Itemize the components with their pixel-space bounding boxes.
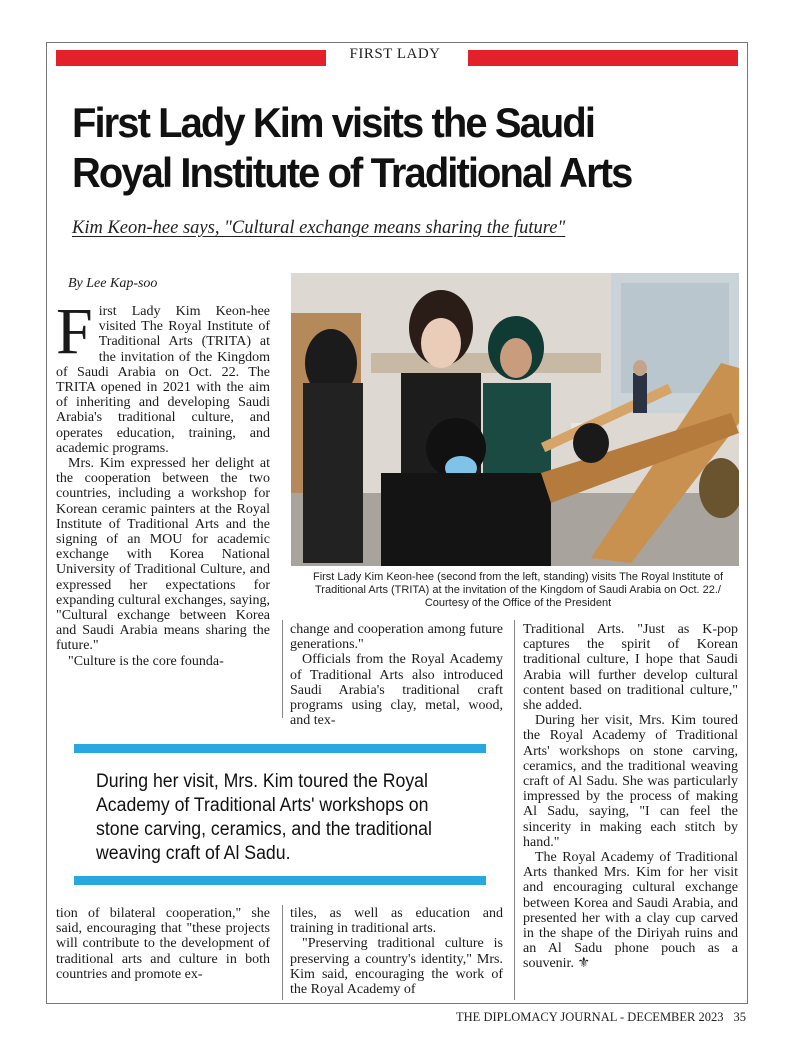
column-rule: [282, 620, 283, 718]
column-rule: [282, 905, 283, 1000]
paragraph: tiles, as well as education and training in traditional arts.: [290, 906, 503, 937]
pullquote-bar-bottom: [74, 876, 486, 885]
column-2-bottom: [290, 906, 503, 997]
end-mark-icon: ⚜: [577, 956, 591, 972]
paragraph: Officials from the Royal Academy of Traditional Arts also introduced Saudi Arabia's traditional craft programs using clay, metal, wood, and tex-: [290, 652, 503, 729]
journal-name: THE DIPLOMACY JOURNAL - DECEMBER 2023: [456, 1010, 724, 1024]
column-1-top: [56, 295, 270, 669]
photo-caption: First Lady Kim Keon-hee (second from the left, standing) visits The Royal Institute of Traditional Arts (TRITA) at the invitation of the Kingdom of Saudi Arabia on Oct. 22./ Courtesy of the Office of the President: [312, 571, 724, 609]
section-bar-left: [56, 50, 326, 66]
paragraph: [523, 850, 738, 972]
section-label: FIRST LADY: [330, 46, 460, 63]
section-bar-right: [468, 50, 738, 66]
paragraph: "Preserving traditional culture is preserving a country's identity," Mrs. Kim said, encouraging the work of the Royal Academy of: [290, 936, 503, 998]
paragraph: Mrs. Kim expressed her delight at the cooperation between the two countries, including a workshop for Korean ceramic painters at the Royal Institute of Traditional Arts and the signing of an MOU for academic exchange with Korea National University of Traditional Culture, and expressed her expectations for expanding cultural exchanges, saying, "Cultural exchange between Korea and Saudi Arabia means sharing the future.": [56, 456, 270, 654]
headline: First Lady Kim visits the Saudi Royal Institute of Traditional Arts: [72, 99, 632, 196]
subhead: Kim Keon-hee says, "Cultural exchange means sharing the future": [72, 218, 566, 238]
pullquote-bar-top: [74, 744, 486, 753]
paragraph: change and cooperation among future generations.": [290, 622, 503, 653]
paragraph: tion of bilateral cooperation," she said, encouraging that "these projects will contribute to the development of traditional arts and culture in both countries and promote ex-: [56, 906, 270, 982]
column-rule: [514, 620, 515, 1000]
paragraph: Traditional Arts. "Just as K-pop captures the spirit of Korean traditional culture, I hope that Saudi Arabia will further develop cultural content based on traditional culture," she added.: [523, 622, 738, 714]
pullquote: During her visit, Mrs. Kim toured the Royal Academy of Traditional Arts' workshops on stone carving, ceramics, and the traditional weaving craft of Al Sadu.: [96, 771, 432, 864]
column-3: [523, 622, 738, 972]
page-footer: [456, 1010, 746, 1025]
column-1-bottom: [56, 906, 270, 982]
paragraph: "Culture is the core founda-: [68, 653, 224, 669]
photo-illustration: [291, 273, 739, 566]
paragraph-text: The Royal Academy of Traditional Arts thanked Mrs. Kim for her visit and encouraging cultural exchange between Korea and Saudi Arabia, and presented her with a clay cup carved in the shape of the Diriyah ruins and an Al Sadu phone pouch as a souvenir.: [523, 850, 738, 972]
column-2-top: [290, 622, 503, 728]
page-number: 35: [733, 1010, 746, 1024]
paragraph: During her visit, Mrs. Kim toured the Royal Academy of Traditional Arts' workshops on stone carving, ceramics, and the traditional weaving craft of Al Sadu. She was particularly impressed by the process of making Al Sadu, saying, "I can feel the sincerity in making each stitch by hand.": [523, 713, 738, 850]
article-photo: [291, 273, 739, 566]
byline: By Lee Kap-soo: [68, 276, 158, 291]
paragraph: [56, 295, 270, 456]
drop-cap: F: [56, 295, 93, 368]
paragraph-text: irst Lady Kim Keon-hee visited The Royal Institute of Traditional Arts (TRITA) at the invitation of the Kingdom of Saudi Arabia on Oct. 22. The TRITA opened in 2021 with the aim of inheriting and developing Saudi Arabia's traditional culture, and operates education, training, and academic programs.: [56, 304, 270, 456]
